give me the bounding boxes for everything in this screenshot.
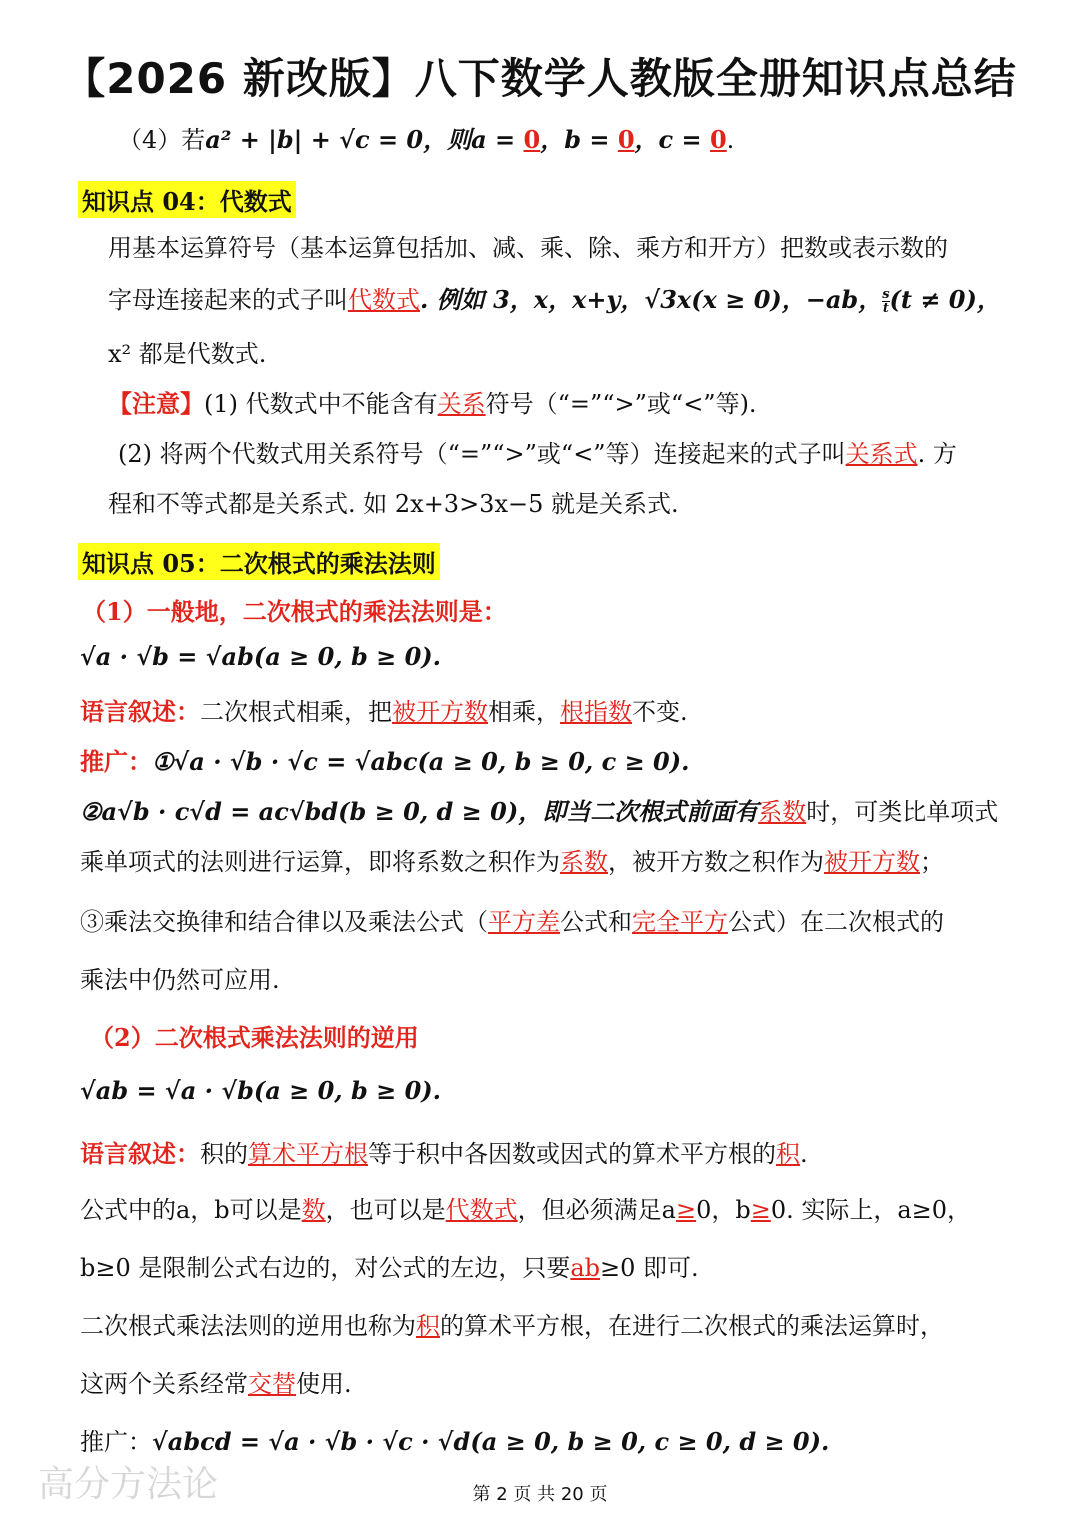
kp05-reverse-note1	[80, 1306, 944, 1341]
f2-text: b≥0 是限制公式右边的，对公式的左边，只要	[80, 1254, 571, 1282]
kp05-heading: 知识点 05：二次根式的乘法法则	[78, 543, 440, 580]
f1-term1: 数	[301, 1196, 326, 1224]
ext4-term1: 平方差	[488, 908, 560, 936]
note1-text: (1) 代数式中不能含有	[204, 390, 438, 418]
kp04-examples: . 例如 3，x，x+y，√3x(x ≥ 0)，−ab，	[420, 285, 883, 314]
kp04-heading: 知识点 04：代数式	[78, 181, 296, 218]
f1-term2: 代数式	[445, 1196, 518, 1224]
item4-b-value: 0	[617, 125, 635, 154]
item4-prefix: （4）若	[118, 126, 206, 154]
lang2-text-end: .	[800, 1140, 808, 1168]
ext2-text: ②a√b · c√d = ac√bd(b ≥ 0, d ≥ 0)，即当二次根式前面有	[80, 797, 759, 826]
r2-term: 交替	[248, 1370, 296, 1398]
lang2-term1: 算术平方根	[248, 1140, 368, 1168]
kp04-term-algebraic-expression: 代数式	[348, 286, 420, 314]
kp05-formula-note2	[80, 1248, 699, 1283]
kp05-ext4	[80, 902, 944, 937]
lang1-term-index: 根指数	[560, 698, 632, 726]
ext4-text-end: 公式）在二次根式的	[728, 908, 944, 936]
lang2-label: 语言叙述：	[80, 1139, 200, 1168]
page-title: 【2026 新改版】八下数学人教版全册知识点总结	[63, 54, 1017, 103]
kp05-rule2: √ab = √a · √b(a ≥ 0, b ≥ 0).	[80, 1076, 442, 1105]
lang2-term2: 积	[776, 1140, 800, 1168]
ext6-formula: √abcd = √a · √b · √c · √d(a ≥ 0, b ≥ 0, c ≥ 0, d ≥ 0).	[152, 1427, 830, 1456]
item4-expr: a² + |b| + √c = 0，则	[205, 125, 472, 154]
note2-term: 关系式	[845, 440, 918, 468]
lang2-text-mid: 等于积中各因数或因式的算术平方根的	[368, 1140, 776, 1168]
r1-term: 积	[416, 1312, 440, 1340]
kp05-sub2: （2）二次根式乘法法则的逆用	[90, 1023, 419, 1052]
watermark: 高分方法论	[38, 1464, 219, 1505]
fraction-denominator: t	[882, 301, 889, 316]
lang1-term-radicand: 被开方数	[392, 698, 488, 726]
ext3-text: 乘单项式的法则进行运算，即将系数之积作为	[80, 848, 560, 876]
item4-b-label: ，b =	[540, 125, 618, 154]
item4-a-label: a =	[471, 125, 524, 154]
kp04-examples-end: (t ≠ 0)，	[889, 285, 1001, 314]
ext6-label: 推广：	[80, 1428, 152, 1456]
lang1-label: 语言叙述：	[80, 697, 200, 726]
lang1-text-mid: 相乘，	[488, 698, 560, 726]
page-number: 第 2 页 共 20 页	[472, 1484, 608, 1505]
kp05-lang1	[80, 692, 688, 727]
lang1-text-end: 不变.	[632, 698, 688, 726]
note1-text-end: 符号（“=”“>”或“<”等).	[485, 390, 757, 418]
f1-text-e: 0. 实际上，a≥0，	[770, 1196, 972, 1224]
note-label: 【注意】	[108, 389, 204, 418]
kp05-formula-note1	[80, 1190, 971, 1225]
r1-text-end: 的算术平方根，在进行二次根式的乘法运算时，	[440, 1312, 944, 1340]
kp04-para-line2	[108, 280, 1001, 315]
kp05-ext6	[80, 1422, 829, 1457]
kp05-ext1	[80, 742, 689, 777]
kp04-fraction	[882, 288, 889, 315]
ext3-term2: 被开方数	[824, 848, 920, 876]
ext4-term2: 完全平方	[632, 908, 728, 936]
kp05-ext5: 乘法中仍然可应用.	[80, 966, 280, 994]
f2-term: ab	[570, 1254, 601, 1282]
note2-text-end: . 方	[917, 440, 957, 468]
note2-text: (2) 将两个代数式用关系符号（“=”“>”或“<”等）连接起来的式子叫	[118, 440, 846, 468]
f1-text-d: 0，b	[696, 1196, 751, 1224]
ext2-term: 系数	[758, 798, 807, 826]
kp04-para-line1: 用基本运算符号（基本运算包括加、减、乘、除、乘方和开方）把数或表示数的	[108, 234, 948, 262]
kp05-lang2	[80, 1134, 808, 1169]
item4-c-value: 0	[709, 125, 727, 154]
note1-term: 关系	[437, 390, 486, 418]
item4-a-value: 0	[523, 125, 541, 154]
ext-label: 推广：	[80, 747, 152, 776]
kp05-ext2	[80, 792, 998, 827]
kp04-note2	[118, 434, 957, 469]
f1-term3: ≥	[675, 1196, 697, 1224]
r2-text: 这两个关系经常	[80, 1370, 248, 1398]
kp04-note1	[108, 384, 757, 419]
ext4-text-mid: 公式和	[560, 908, 632, 936]
ext3-term1: 系数	[560, 848, 608, 876]
f2-text-end: ≥0 即可.	[600, 1254, 699, 1282]
item4-c-label: ，c =	[634, 125, 710, 154]
ext4-text: ③乘法交换律和结合律以及乘法公式（	[80, 908, 488, 936]
item4-line	[118, 120, 734, 155]
item4-end: .	[726, 126, 735, 154]
ext2-text-end: 时，可类比单项式	[806, 798, 999, 826]
f1-text: 公式中的a，b可以是	[80, 1196, 302, 1224]
kp04-para-line3: x² 都是代数式.	[108, 340, 267, 368]
kp05-rule1: √a · √b = √ab(a ≥ 0, b ≥ 0).	[80, 642, 442, 671]
f1-text-b: ，也可以是	[325, 1196, 446, 1224]
ext3-text-end: ；	[920, 848, 944, 876]
ext1-formula: ①√a · √b · √c = √abc(a ≥ 0, b ≥ 0, c ≥ 0).	[152, 747, 690, 776]
kp05-sub1: （1）一般地，二次根式的乘法法则是：	[82, 597, 507, 626]
kp05-ext3	[80, 842, 944, 877]
f1-term4: ≥	[750, 1196, 771, 1224]
kp04-note3: 程和不等式都是关系式. 如 2x+3>3x−5 就是关系式.	[108, 490, 679, 518]
ext3-text-mid: ，被开方数之积作为	[608, 848, 824, 876]
kp04-p2-text: 字母连接起来的式子叫	[108, 286, 348, 314]
f1-text-c: ，但必须满足a	[517, 1196, 676, 1224]
r2-text-end: 使用.	[296, 1370, 352, 1398]
lang1-text: 二次根式相乘，把	[200, 698, 392, 726]
kp05-reverse-note2	[80, 1364, 352, 1399]
fraction-numerator: s	[882, 287, 890, 302]
r1-text: 二次根式乘法法则的逆用也称为	[80, 1312, 416, 1340]
lang2-text: 积的	[200, 1140, 248, 1168]
